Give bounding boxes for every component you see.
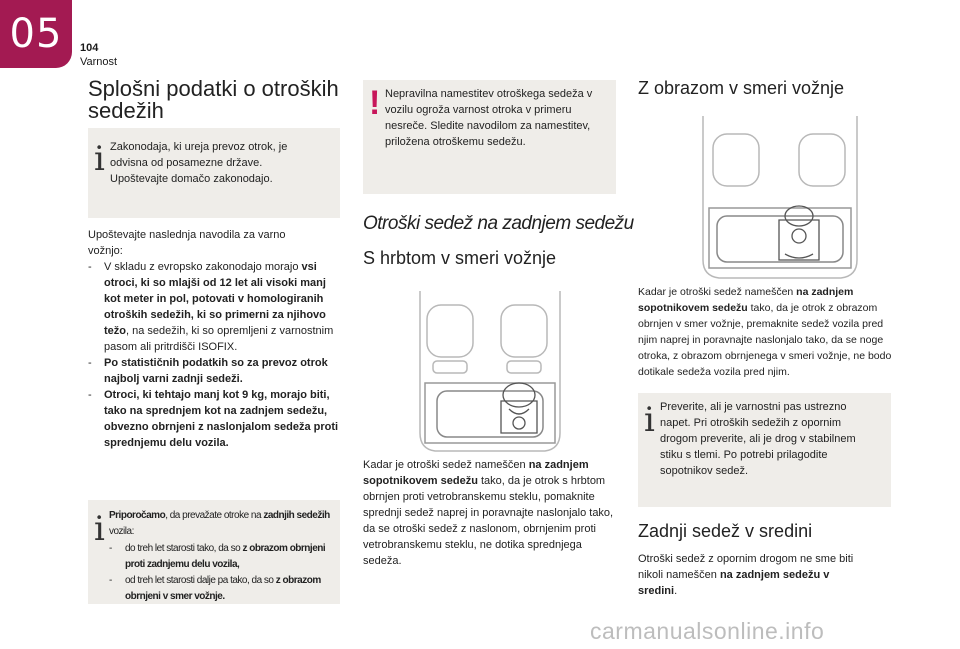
warning-box [363,80,616,194]
warning-text: Nepravilna namestitev otroškega sedeža v vozilu ogroža varnost otroka v primeru nesreče. Sledite navodilom za namestitev, priložena otroškemu sedežu. [385,88,593,148]
forward-facing-seat-illustration [695,110,865,280]
info-text: Zakonodaja, ki ureja prevoz otrok, je odvisna od posamezne države. Upoštevajte domačo zakonodajo. [110,141,288,185]
watermark: carmanualsonline.info [590,618,825,644]
note-box-recommendation [88,500,340,604]
guidelines-list [88,259,340,451]
subtitle-forward-facing: Z obrazom v smeri vožnje [638,78,845,98]
list-item: - Otroci, ki tehtajo manj kot 9 kg, morajo biti, tako na sprednjem kot na zadnjem sedežu, obvezno obrnjeni z naslonjalom sedeža proti sprednjemu delu vozila. [88,387,340,451]
chapter-tab: 05 [0,0,72,68]
list-item: - do treh let starosti tako, da so z obrazom obrnjeni proti zadnjemu delu vozila, [109,541,337,573]
info-box-belt [638,393,891,507]
rear-center-paragraph: Otroški sedež z opornim drogom ne sme biti nikoli nameščen na zadnjem sedežu v sredini. [638,553,854,597]
subtitle-rear-center: Zadnji sedež v sredini [638,521,813,541]
forward-facing-paragraph: Kadar je otroški sedež nameščen na zadnjem sopotnikovem sedežu tako, da je otrok z obrazom obrnjen v smer vožnje, premaknite sedež vozila pred njim naprej in poravnajte naslonjalo tako, da se noge otroka, z obrazom obrnjenega v smeri vožnje, ne bodo dotikale sedeža vozila pred njim. [638,286,892,378]
intro-text: Upoštevajte naslednja navodila za varno vožnjo: [88,229,286,257]
info-box-legislation [88,128,340,218]
warning-icon: ! [369,84,381,122]
note-text: Priporočamo, da prevažate otroke na zadnjih sedežih vozila: - do treh let starosti tako, da so z obrazom obrnjeni proti zadnjemu delu vozila, - od treh let starosti dalje pa tako, da so z obrazom obrnjeni v smer vožnje. [109,508,337,605]
subtitle-rear-facing: S hrbtom v smeri vožnje [363,248,557,268]
list-item: - od treh let starosti dalje pa tako, da so z obrazom obrnjeni v smer vožnje. [109,573,337,605]
list-item: - V skladu z evropsko zakonodajo morajo vsi otroci, ki so mlajši od 12 let ali visoki manj kot meter in pol, potovati v homologiranih otroških sedežih, ki so primerni za njihovo težo, na sedežih, ki so opremljeni z varnostnim pasom ali pritrdišči ISOFIX. [88,259,340,355]
section-title: Otroški sedež na zadnjem sedežu [363,213,634,234]
list-item: - Po statističnih podatkih so za prevoz otrok najbolj varni zadnji sedeži. [88,355,340,387]
rear-facing-paragraph: Kadar je otroški sedež nameščen na zadnjem sopotnikovem sedežu tako, da je otrok s hrbtom obrnjen proti vetrobranskemu steklu, pomaknite sprednji sedež naprej in poravnajte naslonjalo tako, da se otroški sedež z naslonom, obrnjenim proti vetrobranskemu steklu, ne dotika sprednjega sedeža. [363,459,614,567]
rear-facing-seat-illustration [405,283,575,455]
page-title: Splošni podatki o otroških sedežih [88,76,339,123]
info-icon: i [94,139,105,179]
info-text: Preverite, ali je varnostni pas ustrezno napet. Pri otroških sedežih z opornim drogom preverite, ali je drog v stabilnem stiku s tlemi. Po potrebi prilagodite sopotnikov sedež. [660,401,856,477]
info-icon: i [94,509,105,549]
section-name: Varnost [80,56,118,68]
page-number: 104 [80,42,99,54]
info-icon: i [644,400,655,440]
